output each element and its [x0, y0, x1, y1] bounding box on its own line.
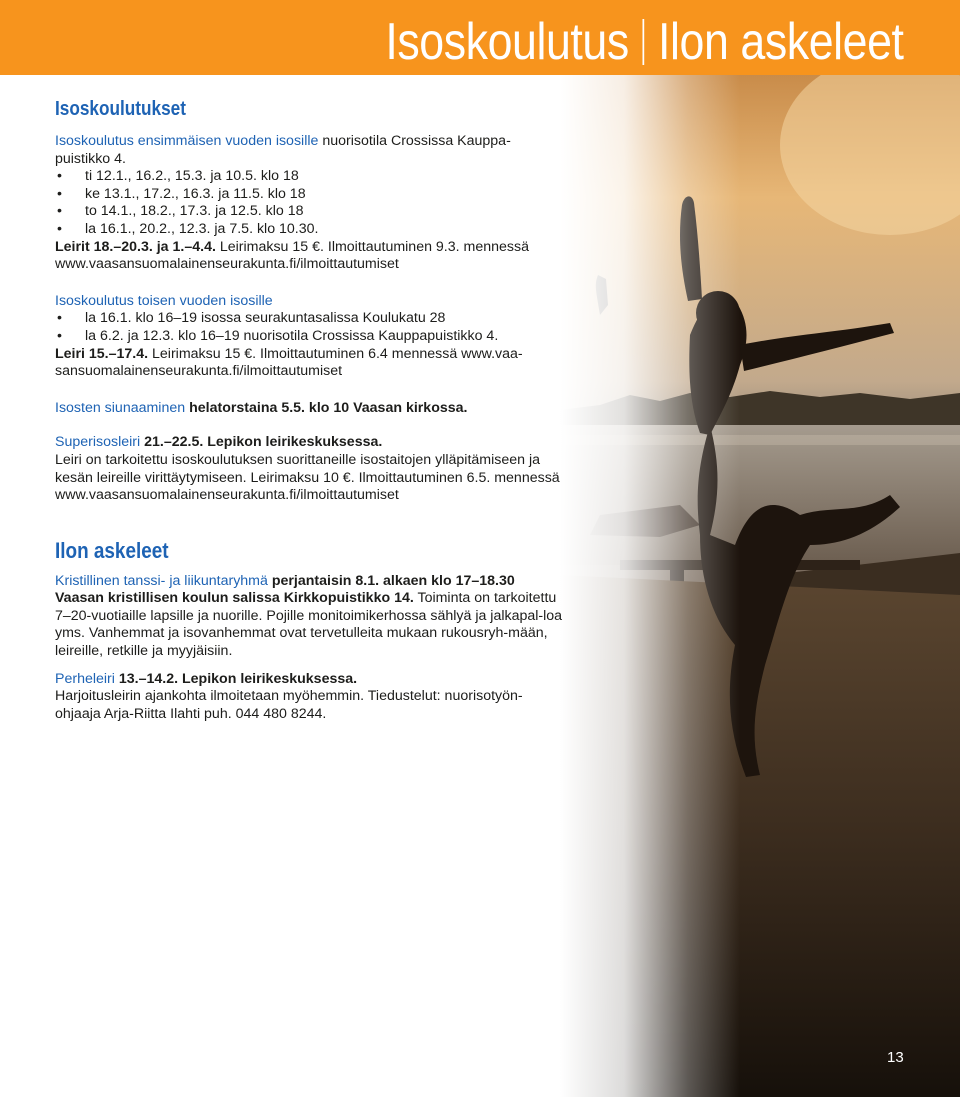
blessing-title: Isosten siunaaminen [55, 399, 186, 416]
family-camp-text: Harjoitusleirin ajankohta ilmoitetaan myöhemmin. Tiedustelut: nuorisotyön-ohjaaja Arja-Riitta Ilahti puh. 044 480 8244. [55, 688, 523, 722]
title-right: Ilon askeleet [658, 13, 904, 71]
main-content [55, 97, 565, 723]
blessing-paragraph [55, 400, 565, 418]
second-year-camp [55, 346, 565, 381]
page-title [386, 12, 904, 72]
first-year-dates [55, 168, 565, 238]
dance-group-schedule: perjantaisin 8.1. alkaen klo 17–18.30 Vaasan kristillisen koulun salissa Kirkkopuistikko 14. [55, 572, 515, 607]
list-item: • la 16.1., 20.2., 12.3. ja 7.5. klo 10.30. [55, 221, 565, 239]
title-separator [643, 19, 645, 65]
first-year-camp-dates: Leirit 18.–20.3. ja 1.–4.4. [55, 238, 216, 255]
first-year-title: Isoskoulutus ensimmäisen vuoden isosille [55, 133, 319, 149]
page-number: 13 [887, 1049, 904, 1066]
first-year-intro [55, 133, 565, 168]
family-camp-heading [55, 671, 565, 689]
family-camp-title: Perheleiri [55, 670, 115, 687]
super-camp-date: 21.–22.5. Lepikon leirikeskuksessa. [140, 434, 383, 451]
list-item: • la 6.2. ja 12.3. klo 16–19 nuorisotila Crossissa Kauppapuistikko 4. [55, 328, 565, 346]
blessing-text: helatorstaina 5.5. klo 10 Vaasan kirkossa. [185, 399, 468, 416]
second-year-title: Isoskoulutus toisen vuoden isosille [55, 292, 273, 309]
list-item: • la 16.1. klo 16–19 isossa seurakuntasalissa Koulukatu 28 [55, 310, 565, 328]
section-heading-isoskoulutukset: Isoskoulutukset [55, 98, 186, 120]
dance-group-text: Toiminta on tarkoitettu 7–20-vuotiaille lapsille ja nuorille. Pojille monitoimikerhossa sählyä ja jalkapal-loa yms. Vanhemmat ja isovanhemmat ovat tervetulleita mukaan rukousryh-mään, leireille, retkille ja myyjäisiin. [55, 590, 563, 660]
first-year-camp-text: Leirimaksu 15 €. Ilmoittautuminen 9.3. mennessä www.vaasansuomalainenseurakunta.fi/ilmoittautumiset [55, 238, 529, 273]
sunset-lake-illustration [560, 75, 960, 1097]
second-year-camp-text: Leirimaksu 15 €. Ilmoittautuminen 6.4 mennessä www.vaa-sansuomalainenseurakunta.fi/ilmoittautumiset [55, 345, 523, 380]
second-year-dates [55, 310, 565, 345]
first-year-camps [55, 239, 565, 274]
dance-group-title: Kristillinen tanssi- ja liikuntaryhmä [55, 572, 268, 589]
list-item: • ti 12.1., 16.2., 15.3. ja 10.5. klo 18 [55, 168, 565, 186]
jumping-girl-photo [560, 75, 960, 1097]
section-heading-ilon-askeleet: Ilon askeleet [55, 537, 169, 563]
dance-group-paragraph [55, 573, 565, 661]
first-year-text: nuorisotila Crossissa Kauppa-puistikko 4. [55, 133, 511, 167]
list-item: • ke 13.1., 17.2., 16.3. ja 11.5. klo 18 [55, 186, 565, 204]
family-camp-date: 13.–14.2. Lepikon leirikeskuksessa. [114, 670, 358, 687]
super-camp-text: Leiri on tarkoitettu isoskoulutuksen suorittaneille isostaitojen ylläpitämiseen ja kesän leireille virittäytymiseen. Leirimaksu 10 €. Ilmoittautuminen 6.5. mennessä www.vaasansuomalainenseurakunta.fi/ilmoittautumiset [55, 451, 560, 504]
second-year-camp-dates: Leiri 15.–17.4. [55, 345, 149, 362]
super-camp-heading [55, 434, 565, 452]
title-left: Isoskoulutus [385, 13, 630, 71]
super-camp-title: Superisosleiri [55, 434, 141, 451]
header-banner [0, 0, 960, 75]
list-item: • to 14.1., 18.2., 17.3. ja 12.5. klo 18 [55, 203, 565, 221]
